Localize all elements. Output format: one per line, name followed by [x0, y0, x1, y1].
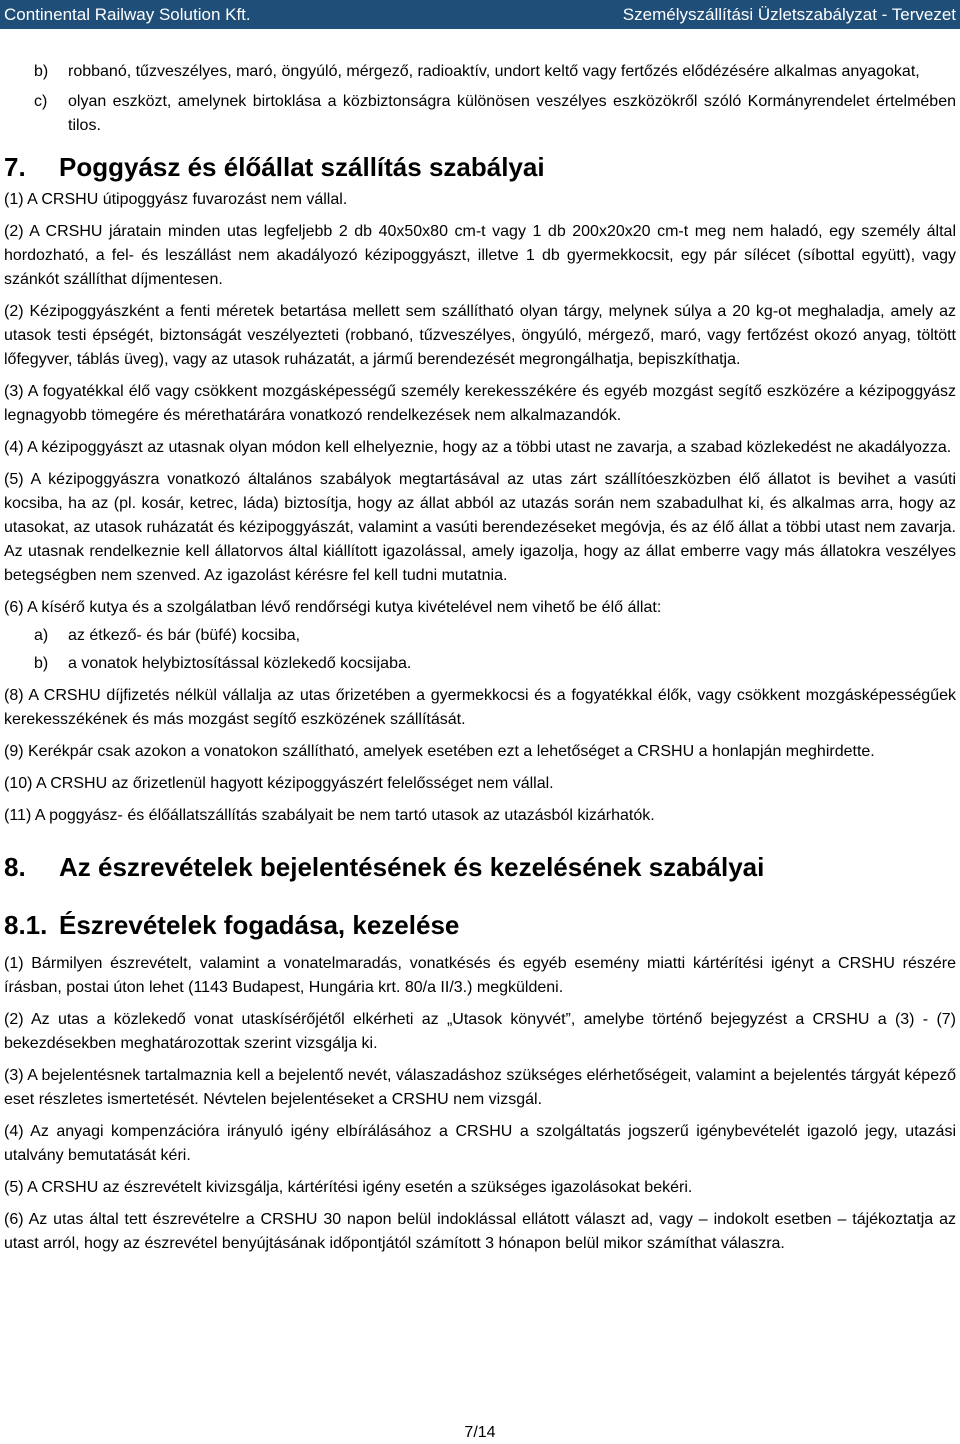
list-item — [4, 60, 956, 84]
document-body — [4, 60, 956, 1256]
paragraph: (10) A CRSHU az őrizetlenül hagyott kézipoggyászért felelősséget nem vállal. — [4, 775, 554, 792]
paragraph: (6) A kísérő kutya és a szolgálatban lévő rendőrségi kutya kivételével nem vihető be élő állat: — [4, 599, 662, 616]
list-item-label: a) — [34, 627, 49, 644]
list-item-label: b) — [34, 63, 49, 80]
section-number: 7. — [4, 152, 26, 182]
paragraph: (9) Kerékpár csak azokon a vonatokon szállítható, amelyek esetében ezt a lehetőséget a CRSHU a honlapján meghirdette. — [4, 743, 875, 760]
paragraph: (5) A kézipoggyászra vonatkozó általános szabályok megtartásával az utas zárt szállítóeszközben élő állatot is bevihet a vasúti kocsiba, ha az (pl. kosár, ketrec, láda) biztosítja, hogy az állat abból az utazás során nem szabadulhat ki, és alkalmas arra, hogy az utasokat, az utasok ruházatát és kézipoggyászát, valamint a vasúti berendezéseket megóvja, és az élő állat a többi utast nem zavarja. Az utasnak rendelkeznie kell állatorvos által kiállított igazolással, amely igazolja, hogy az állat emberre vagy más állatokra veszélyes betegségben nem szenved. Az igazolást kérésre fel kell tudni mutatnia. — [4, 471, 956, 584]
animal-exclusion-list — [4, 624, 956, 676]
paragraph: (2) Az utas a közlekedő vonat utaskísérőjétől elkérheti az „Utasok könyvét”, amelybe történő bejegyzést a CRSHU a (3) - (7) bekezdésekben meghatározottak szerint vizsgálja ki. — [4, 1011, 956, 1052]
list-item — [4, 90, 956, 138]
list-item-label: b) — [34, 655, 49, 672]
list-item-text: robbanó, tűzveszélyes, maró, öngyúló, mérgező, radioaktív, undort keltő vagy fertőzés elődézésére alkalmas anyagokat, — [68, 63, 920, 80]
paragraph: (11) A poggyász- és élőállatszállítás szabályait be nem tartó utasok az utazásból kizárhatók. — [4, 807, 655, 824]
page-header — [0, 0, 960, 29]
section-title: Az észrevételek bejelentésének és kezelésének szabályai — [59, 852, 765, 882]
paragraph: (3) A bejelentésnek tartalmaznia kell a bejelentő nevét, válaszadáshoz szükséges elérhetőségeit, valamint a bejelentés tárgyát képező eset részletes ismertetését. Névtelen bejelentéseket a CRSHU nem vizsgál. — [4, 1067, 956, 1108]
page-number: 7/14 — [464, 1424, 496, 1441]
header-document-title: Személyszállítási Üzletszabályzat - Tervezet — [622, 4, 956, 24]
paragraph: (5) A CRSHU az észrevételt kivizsgálja, kártérítési igény esetén a szükséges igazolásokat bekéri. — [4, 1179, 693, 1196]
paragraph: (1) Bármilyen észrevételt, valamint a vonatelmaradás, vonatkésés és egyéb esemény miatti kártérítési igényt a CRSHU részére írásban, postai úton lehet (1143 Budapest, Hungária krt. 80/a II/3.) megküldeni. — [4, 955, 956, 996]
section-7-heading — [4, 150, 956, 184]
list-item — [4, 652, 956, 676]
paragraph: (1) A CRSHU útipoggyász fuvarozást nem vállal. — [4, 191, 348, 208]
list-item-text: olyan eszközt, amelynek birtoklása a közbiztonságra különösen veszélyes eszközökről szóló Kormányrendelet értelmében tilos. — [68, 93, 956, 134]
section-title: Észrevételek fogadása, kezelése — [59, 910, 460, 940]
paragraph: (4) A kézipoggyászt az utasnak olyan módon kell elhelyeznie, hogy az a többi utast ne zavarja, a szabad közlekedést ne akadályozza. — [4, 439, 952, 456]
list-item-text: a vonatok helybiztosítással közlekedő kocsijaba. — [68, 655, 412, 672]
section-8-heading — [4, 850, 956, 884]
paragraph: (3) A fogyatékkal élő vagy csökkent mozgásképességű személy kerekesszékére és egyéb mozgást segítő eszközére a kézipoggyász legnagyobb tömegére és mérethatárára vonatkozó rendelkezések nem alkalmazandók. — [4, 383, 956, 424]
section-number: 8.1. — [4, 910, 48, 940]
paragraph: (6) Az utas által tett észrevételre a CRSHU 30 napon belül indoklással ellátott választ ad, vagy – indokolt esetben – tájékoztatja az utast arról, hogy az észrevétel benyújtásának időpontjától számított 3 hónapon belül mikor számíthat válaszra. — [4, 1211, 956, 1252]
section-number: 8. — [4, 852, 26, 882]
list-item-label: c) — [34, 93, 48, 110]
top-list — [4, 60, 956, 138]
section-8-1-heading — [4, 908, 956, 942]
paragraph: (4) Az anyagi kompenzációra irányuló igény elbírálásához a CRSHU a szolgáltatás jogszerű igénybevételét igazoló jegy, utazási utalvány bemutatását kéri. — [4, 1123, 956, 1164]
list-item-text: az étkező- és bár (büfé) kocsiba, — [68, 627, 301, 644]
list-item — [4, 624, 956, 648]
paragraph: (2) Kézipoggyászként a fenti méretek betartása mellett sem szállítható olyan tárgy, melynek súlya a 20 kg-ot meghaladja, amely az utasok testi épségét, biztonságát veszélyezteti (robbanó, tűzveszélyes, öngyúló, mérgező, maró, vagy fertőzést okozó anyag, töltött lőfegyver, táblás üveg), vagy az utasok ruházatát, a jármű berendezését megrongálhatja, bepiszkíthatja. — [4, 303, 956, 368]
paragraph: (8) A CRSHU díjfizetés nélkül vállalja az utas őrizetében a gyermekkocsi és a fogyatékkal élők, vagy csökkent mozgásképességűek kerekesszékének és más mozgást segítő eszközének szállítását. — [4, 687, 956, 728]
header-company: Continental Railway Solution Kft. — [4, 4, 251, 24]
paragraph: (2) A CRSHU járatain minden utas legfeljebb 2 db 40x50x80 cm-t vagy 1 db 200x20x20 cm-t meg nem haladó, egy személy által hordozható, a fel- és leszállást nem akadályozó kézipoggyászt, illetve 1 db gyermekkocsit, egy pár sílécet (síbottal együtt), vagy szánkót szállíthat díjmentesen. — [4, 223, 956, 288]
section-title: Poggyász és élőállat szállítás szabályai — [59, 152, 545, 182]
